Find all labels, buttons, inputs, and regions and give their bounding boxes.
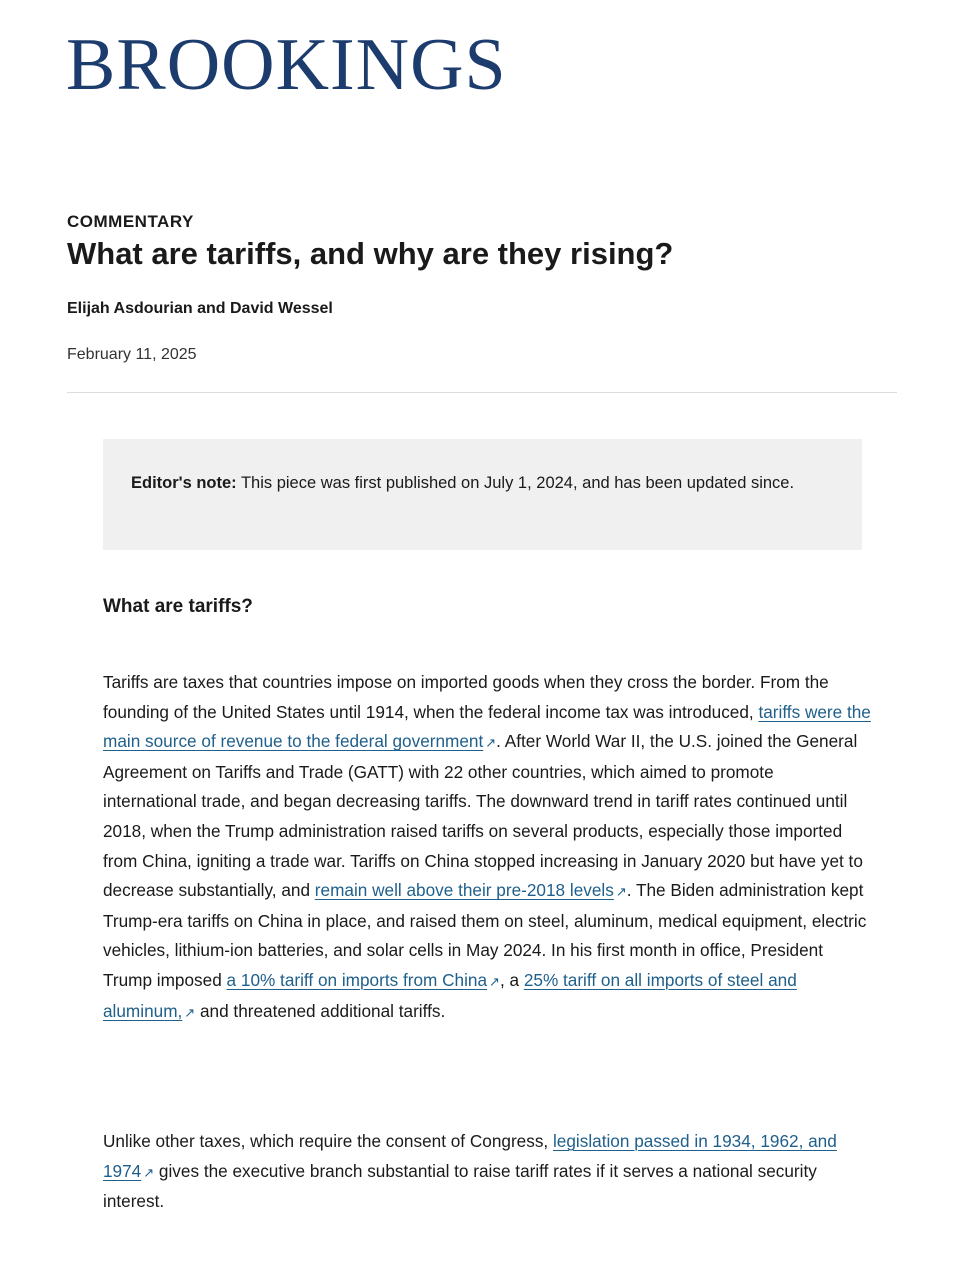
link-pre-2018-levels[interactable] xyxy=(315,880,627,900)
link-pre-2018-levels-label: remain well above their pre-2018 levels xyxy=(314,880,614,901)
external-link-icon: ↗ xyxy=(489,973,500,989)
editors-note xyxy=(103,439,862,550)
link-legislation-label: legislation passed in 1934, 1962, and 1974 xyxy=(103,1131,837,1181)
article-authors[interactable]: Elijah Asdourian and David Wessel xyxy=(67,300,333,317)
link-china-tariff[interactable] xyxy=(227,970,500,990)
editors-note-label: Editor's note: xyxy=(131,474,237,492)
article-title: What are tariffs, and why are they rising? xyxy=(67,236,674,271)
editors-note-text: This piece was first published on July 1, 2024, and has been updated since. xyxy=(236,474,795,492)
header-divider xyxy=(67,392,897,393)
link-tariffs-revenue-label: tariffs were the main source of revenue to the federal government xyxy=(103,701,871,752)
p1-text-2: . After World War II, the U.S. joined the General Agreement on Tariffs and Trade (GATT) with 22 other countries, which aimed to promote international trade, and began decreasing tariffs. The downward trend in tariff rates continued until 2018, when the Trump administration raised tariffs on several products, especially those imported from China, igniting a trade war. Tariffs on China stopped increasing in January 2020 but have yet to decrease substantially, and xyxy=(103,731,863,901)
p1-text-1: Tariffs are taxes that countries impose on imported goods when they cross the border. From the founding of the United States until 1914, when the federal income tax was introduced, xyxy=(103,672,829,722)
p1-text-5: and threatened additional tariffs. xyxy=(195,1000,446,1021)
external-link-icon: ↗ xyxy=(485,735,497,751)
article-kicker: COMMENTARY xyxy=(67,212,194,231)
section-heading: What are tariffs? xyxy=(103,596,253,617)
body-paragraph-2 xyxy=(103,1127,871,1217)
p2-text-2: gives the executive branch substantial to raise tariff rates if it serves a national security interest. xyxy=(103,1160,817,1212)
link-steel-aluminum-tariff-label: 25% tariff on all imports of steel and aluminum, xyxy=(103,969,797,1021)
p1-text-4: , a xyxy=(499,969,524,990)
external-link-icon: ↗ xyxy=(615,884,627,900)
body-paragraph-1 xyxy=(103,668,871,1027)
external-link-icon: ↗ xyxy=(184,1004,196,1020)
p1-text-3: . The Biden administration kept Trump-era tariffs on China in place, and raised them on steel, aluminum, medical equipment, electric vehicles, lithium-ion batteries, and solar cells in May 2024. In his first month in office, President Trump imposed xyxy=(103,880,867,990)
p2-text-1: Unlike other taxes, which require the consent of Congress, xyxy=(103,1131,553,1151)
external-link-icon: ↗ xyxy=(143,1164,155,1180)
article-date: February 11, 2025 xyxy=(67,346,197,363)
link-china-tariff-label: a 10% tariff on imports from China xyxy=(226,969,488,990)
brookings-logo[interactable]: BROOKINGS xyxy=(66,24,507,106)
